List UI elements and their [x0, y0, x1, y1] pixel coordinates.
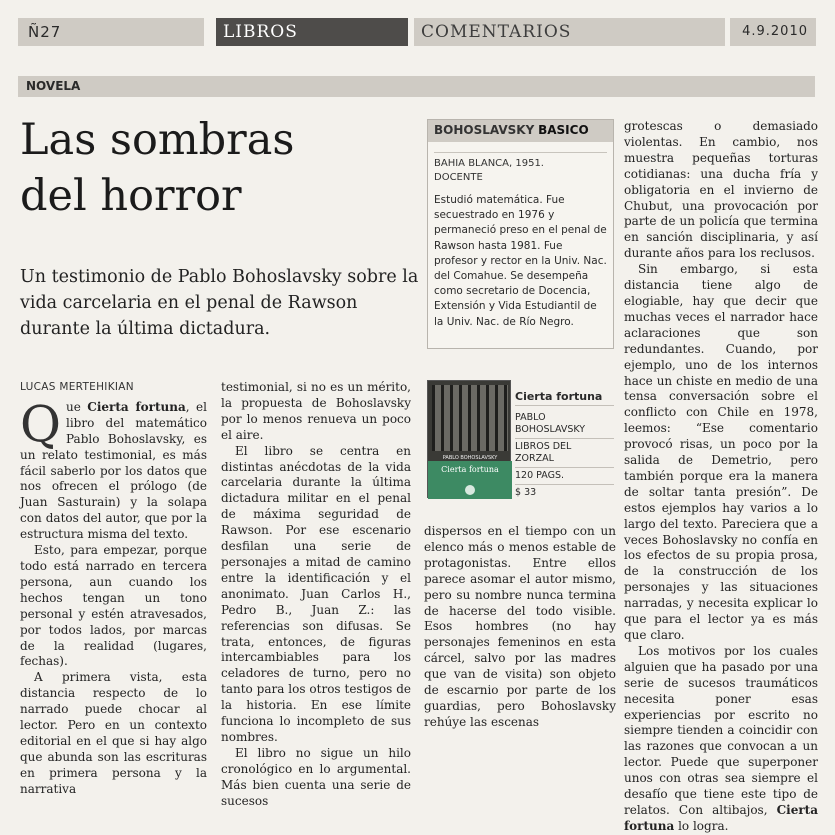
- bio-header: [428, 120, 613, 142]
- author-bio-box: [427, 119, 614, 349]
- article-column-3: [424, 524, 616, 731]
- drop-cap: Q: [20, 394, 61, 453]
- date-box: [730, 18, 816, 46]
- paragraph: El libro se centra en distintas anécdotas de la vida carcelaria durante la última dictadura militar en el penal de máxima seguridad de Rawson. Por ese escenario desfilan una serie de personajes a mitad de camino entre la identificación y el anonimato. Juan Carlos H., Pedro B., Juan Z.: las referencias son difusas. Se trata, entonces, de figuras intercambiables para los celadores de turno, pero no tanto para los otros testigos de la historia. En ese límite funciona lo incompleto de sus nombres.: [221, 443, 411, 744]
- article-column-4: [624, 119, 818, 835]
- bio-birth: BAHIA BLANCA, 1951.: [434, 158, 544, 169]
- paragraph: El libro no sigue un hilo cronológico en lo argumental. Más bien cuenta una serie de sucesos: [221, 745, 411, 808]
- article-column-2: [221, 380, 411, 809]
- bio-label: BASICO: [538, 123, 589, 137]
- book-info-box: [427, 380, 614, 498]
- subsection-label: COMENTARIOS: [421, 22, 572, 42]
- article-title: [20, 112, 420, 224]
- paragraph: testimonial, si no es un mérito, la propuesta de Bohoslavsky por lo menos renueva un poco el aire.: [221, 380, 411, 442]
- book-author: PABLO BOHOSLAVSKY: [515, 410, 614, 439]
- paragraph: dispersos en el tiempo con un elenco más o menos estable de protagonistas. Entre ellos parece asomar el autor mismo, pero su nombre nunca termina de hacerse del todo visible. Esos hombres (no hay personajes femeninos en esta cárcel, salvo por las madres que van de visita) son objeto de escarnio por parte de los guardias, pero Bohoslavsky rehúye las escenas: [424, 524, 616, 729]
- section-tab-comentarios: [414, 18, 725, 46]
- book-details: [515, 390, 614, 501]
- title-line-2: del horror: [20, 171, 242, 221]
- paragraph: A primera vista, esta distancia respecto de lo narrado puede chocar al lector. Pero en un contexto editorial en el que si hay algo que abunda son las escrituras en primera persona y la narrativa: [20, 670, 207, 796]
- section-tab-libros: [216, 18, 408, 46]
- book-price: $ 33: [515, 487, 537, 498]
- book-cover-image: [427, 380, 511, 498]
- prison-bars-graphic: [432, 385, 508, 451]
- article-subtitle: Un testimonio de Pablo Bohoslavsky sobre la vida carcelaria en el penal de Rawson durante la última dictadura.: [20, 267, 419, 339]
- book-title: Cierta fortuna: [515, 390, 614, 406]
- article-column-1: [20, 380, 207, 798]
- paragraph: Que Cierta fortuna, el libro del matemático Pablo Bohoslavsky, es un relato testimonial, es más fácil saberlo por los datos que nos ofrecen el prólogo (de Juan Sasturain) y la solapa con datos del autor, que por la estructura misma del texto.: [20, 394, 207, 542]
- book-pages: 120 PAGS.: [515, 468, 614, 485]
- paragraph: grotescas o demasiado violentas. En cambio, nos muestra pequeñas torturas cotidianas: una ducha fría y obligatoria en el invierno de Chubut, una provocación por parte de un policía que termina en sanción disciplinaria, y así durante años para los reclusos.: [624, 119, 818, 261]
- cover-author: PABLO BOHOSLAVSKY: [442, 455, 498, 461]
- paragraph: Los motivos por los cuales alguien que ha pasado por una serie de sucesos traumáticos necesita poner esas experiencias por escrito no siempre tienden a coincidir con las razones que convocan a un lector. Puede que superponer unos con otras sea siempre el desafío que tiene este tipo de relatos. Con altibajos, Cierta fortuna lo logra.: [624, 643, 818, 833]
- issue-number-box: [18, 18, 204, 46]
- bio-occupation: DOCENTE: [434, 172, 483, 183]
- issue-number: Ñ27: [28, 23, 62, 41]
- category-label: NOVELA: [26, 79, 81, 93]
- paragraph: Sin embargo, si esta distancia tiene algo de elogiable, hay que decir que muchas veces el narrador hace aclaraciones que son redundantes. Cuando, por ejemplo, uno de los internos hace un chiste en medio de una tensa conversación sobre el conflicto con Chile en 1978, leemos: “Ese comentario provocó risas, un poco por la salida de Demetrio, pero también porque era la manera de soltar tanta presión”. De estos ejemplos hay varios a lo largo del texto. Pareciera que a veces Bohoslavsky no confía en los efectos de su propia prosa, de la construcción de los personajes y las situaciones narradas, y necesita explicar lo que para el lector ya es más que claro.: [624, 262, 818, 642]
- issue-date: 4.9.2010: [742, 24, 808, 39]
- book-publisher: LIBROS DEL ZORZAL: [515, 439, 614, 468]
- bio-meta: [434, 152, 607, 185]
- byline: LUCAS MERTEHIKIAN: [20, 381, 134, 393]
- title-line-1: Las sombras: [20, 115, 295, 165]
- cover-title: Cierta fortuna: [441, 465, 499, 474]
- section-label: LIBROS: [223, 22, 298, 42]
- book-title-inline: Cierta fortuna: [87, 399, 186, 414]
- book-title-inline: Cierta fortuna: [624, 802, 818, 833]
- paragraph: Esto, para empezar, porque todo está narrado en tercera persona, aun cuando los hechos tengan un tono personal y estén atravesados, por todos lados, por marcas de la realidad (lugares, fechas).: [20, 543, 207, 669]
- bio-text: Estudió matemática. Fue secuestrado en 1976 y permaneció preso en el penal de Rawson hasta 1981. Fue profesor y rector en la Univ. Nac. del Comahue. Se desempeña como secretario de Docencia, Extensión y Vida Estudiantil de la Univ. Nac. de Río Negro.: [434, 194, 607, 328]
- category-bar: [18, 76, 815, 97]
- bio-name: BOHOSLAVSKY: [434, 123, 535, 137]
- publisher-logo-icon: [465, 485, 475, 495]
